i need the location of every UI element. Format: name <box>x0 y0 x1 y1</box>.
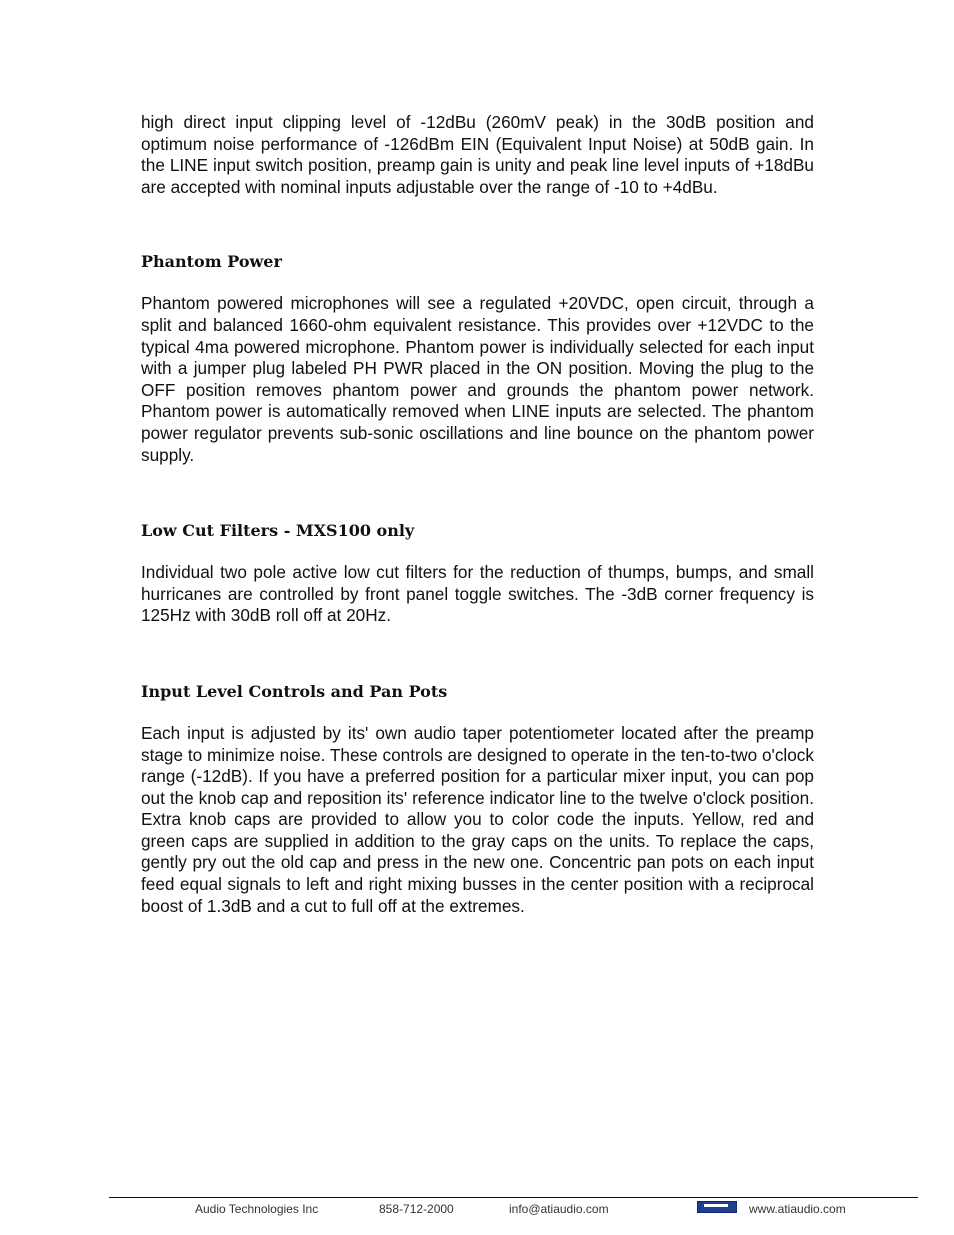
paragraph-phantom-power: Phantom powered microphones will see a regulated +20VDC, open circuit, through a split and balanced 1660-ohm equivalent resistance. This provides over +12VDC to the typical 4ma powered microphone. Phantom power is individually selected for each input with a jumper plug labeled PH PWR placed in the ON position. Moving the plug to the OFF position removes phantom power and grounds the phantom power network. Phantom power is automatically removed when LINE inputs are selected. The phantom power regulator prevents sub-sonic oscillations and line bounce on the phantom power supply. <box>141 293 814 465</box>
heading-input-level-controls: Input Level Controls and Pan Pots <box>141 681 448 701</box>
paragraph-low-cut-filters: Individual two pole active low cut filters for the reduction of thumps, bumps, and small hurricanes are controlled by front panel toggle switches. The -3dB corner frequency is 125Hz with 30dB roll off at 20Hz. <box>141 562 814 626</box>
ati-logo-icon <box>697 1201 737 1213</box>
page-footer <box>109 1199 918 1216</box>
heading-phantom-power: Phantom Power <box>141 252 282 272</box>
footer-phone: 858-712-2000 <box>379 1202 454 1216</box>
intro-paragraph: high direct input clipping level of -12dBu (260mV peak) in the 30dB position and optimum noise performance of -126dBm EIN (Equivalent Input Noise) at 50dB gain. In the LINE input switch position, preamp gain is unity and peak line level inputs of +18dBu are accepted with nominal inputs adjustable over the range of -10 to +4dBu. <box>141 112 814 197</box>
footer-email: info@atiaudio.com <box>509 1202 609 1216</box>
footer-divider <box>109 1197 918 1198</box>
page-content <box>141 112 814 917</box>
footer-company: Audio Technologies Inc <box>195 1202 319 1216</box>
footer-web: www.atiaudio.com <box>749 1202 846 1216</box>
heading-low-cut-filters: Low Cut Filters - MXS100 only <box>141 521 415 541</box>
paragraph-input-level-controls: Each input is adjusted by its' own audio taper potentiometer located after the preamp stage to minimize noise. These controls are designed to operate in the ten-to-two o'clock range (-12dB). If you have a preferred position for a particular mixer input, you can pop out the knob cap and reposition its' reference indicator line to the twelve o'clock position. Extra knob caps are provided to allow you to color code the inputs. Yellow, red and green caps are supplied in addition to the gray caps on the units. To replace the caps, gently pry out the old cap and press in the new one. Concentric pan pots on each input feed equal signals to left and right mixing busses in the center position with a reciprocal boost of 1.3dB and a cut to full off at the extremes. <box>141 722 814 916</box>
